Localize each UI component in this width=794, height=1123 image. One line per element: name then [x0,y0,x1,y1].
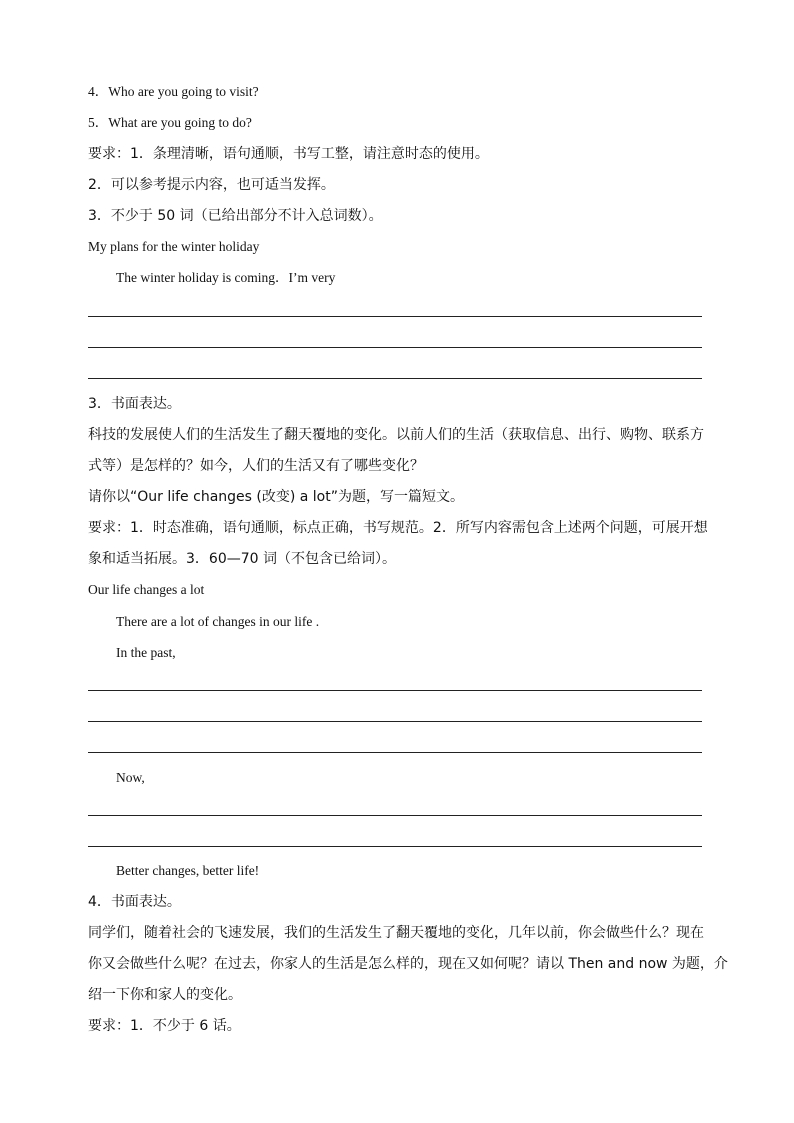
section-3-requirement-line-1: 要求：1．时态准确，语句通顺，标点正确，书写规范。2．所写内容需包含上述两个问题，可展开想 [88,520,708,536]
section-4-prompt-line-1: 同学们，随着社会的飞速发展，我们的生活发生了翻天覆地的变化，几年以前，你会做些什么？现在 [88,925,704,941]
section-3-requirement-line-2: 象和适当拓展。3．60—70 词（不包含已给词）。 [88,551,396,567]
section-3-prompt-line-2: 式等）是怎样的？如今，人们的生活又有了哪些变化？ [88,458,424,474]
writing-line[interactable] [88,316,702,317]
writing-line[interactable] [88,846,702,847]
essay-title-our-life: Our life changes a lot [88,582,205,597]
writing-line[interactable] [88,815,702,816]
question-5: 5．What are you going to do? [88,115,252,130]
essay-start-line: The winter holiday is coming．I’m very [116,270,336,285]
essay-line-past: In the past, [116,645,176,660]
writing-line[interactable] [88,721,702,722]
writing-line[interactable] [88,690,702,691]
writing-line[interactable] [88,752,702,753]
section-3-heading: 3．书面表达。 [88,396,181,412]
section-4-requirement-1: 要求：1．不少于 6 话。 [88,1018,241,1034]
section-4-prompt-line-3: 绍一下你和家人的变化。 [88,987,242,1003]
writing-line[interactable] [88,347,702,348]
section-3-prompt-line-1: 科技的发展使人们的生活发生了翻天覆地的变化。以前人们的生活（获取信息、出行、购物、联系方 [88,427,704,443]
writing-line[interactable] [88,378,702,379]
essay-closing-line: Better changes, better life! [116,863,260,878]
section-4-prompt-line-2: 你又会做些什么呢？在过去，你家人的生活是怎么样的，现在又如何呢？请以 Then and now 为题，介 [88,956,728,972]
requirement-2: 2．可以参考提示内容，也可适当发挥。 [88,177,335,193]
requirement-1: 要求：1．条理清晰，语句通顺，书写工整，请注意时态的使用。 [88,146,489,162]
essay-line-now: Now, [116,770,145,785]
essay-title-winter-holiday: My plans for the winter holiday [88,239,260,254]
question-4: 4．Who are you going to visit? [88,84,259,99]
section-3-instruction: 请你以“Our life changes (改变) a lot”为题，写一篇短文。 [88,489,464,505]
requirement-3: 3．不少于 50 词（已给出部分不计入总词数）。 [88,208,383,224]
section-4-heading: 4．书面表达。 [88,894,181,910]
essay-line-changes: There are a lot of changes in our life . [116,614,320,629]
